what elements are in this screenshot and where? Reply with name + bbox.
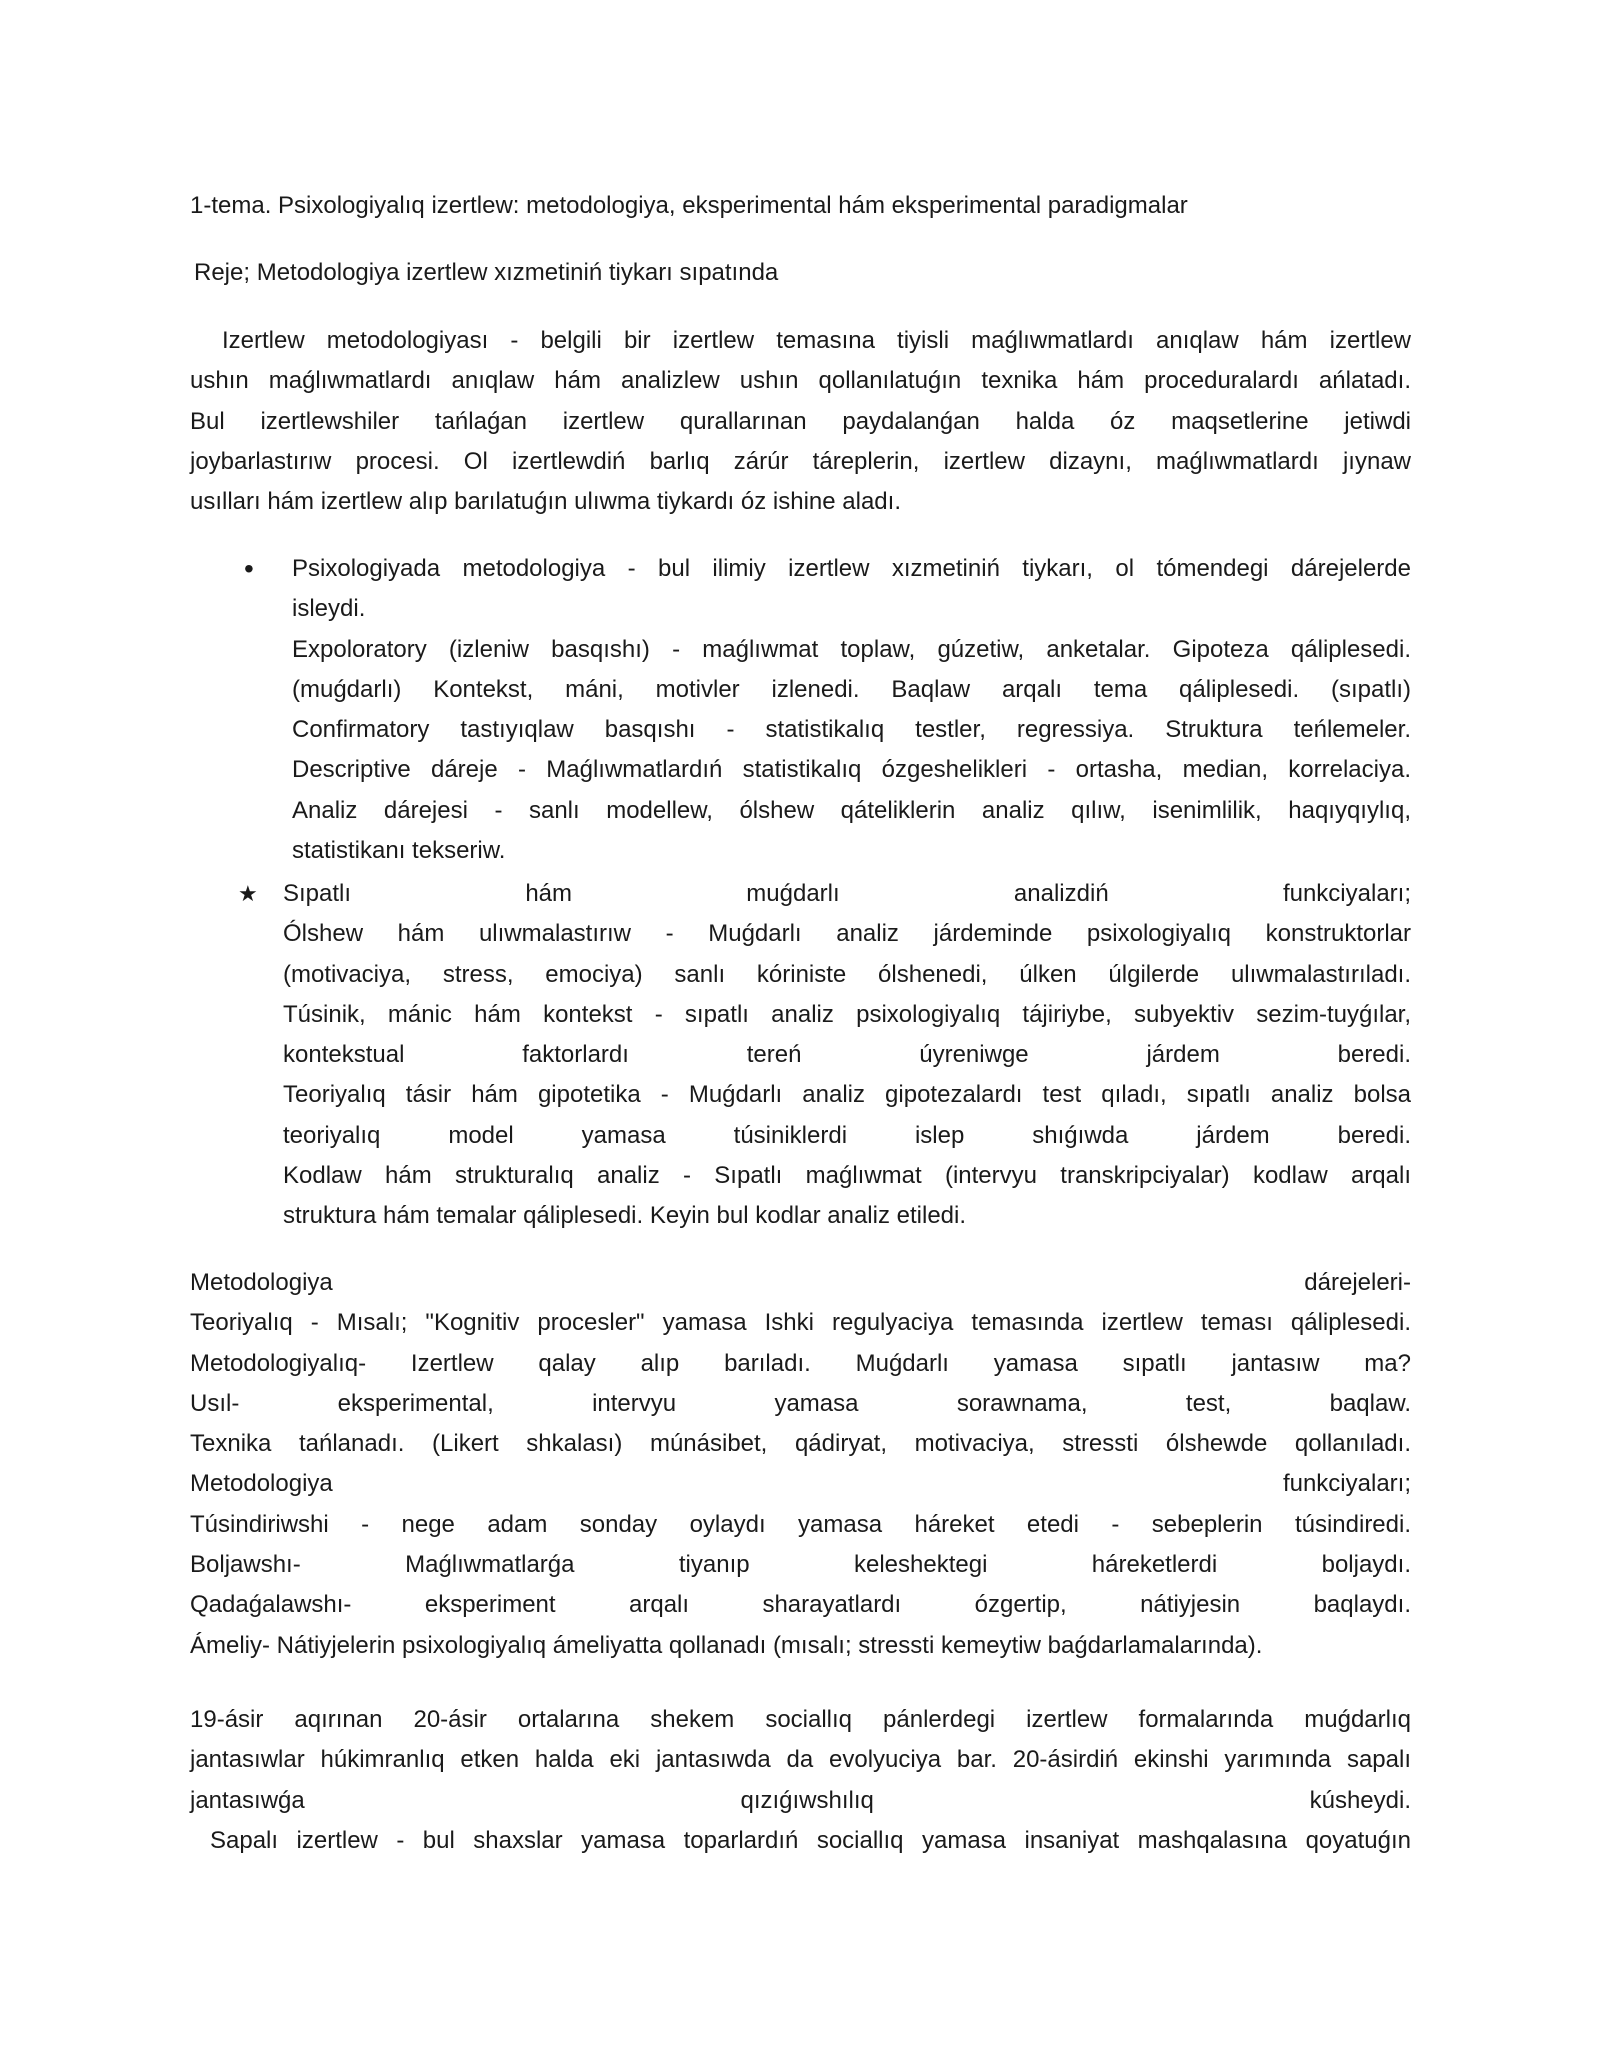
star-line: Túsinik, mánic hám kontekst - sıpatlı analiz psixologiyalıq tájiriybe, subyektiv sezim-tuyǵılar,	[283, 1000, 1411, 1028]
bullet-line: Analiz dárejesi - sanlı modellew, ólshew qáteliklerin analiz qılıw, isenimlilik, haqıyqıylıq,	[292, 796, 1411, 824]
method-line: Qadaǵalawshı- eksperiment arqalı sharayatlardı ózgertip, nátiyjesin baqlaydı.	[190, 1591, 1411, 1619]
method-line: Ámeliy- Nátiyjelerin psixologiyalıq ámeliyatta qollanadı (mısalı; stressti kemeytiw baǵdarlamalarında).	[190, 1631, 1263, 1659]
bullet-list-item	[292, 549, 1411, 871]
bullet-line: isleydi.	[292, 595, 366, 623]
paragraph-line: jantasıwlar húkimranlıq etken halda eki jantasıwda da evolyuciya bar. 20-ásirdiń ekinshi yarımında sapalı	[190, 1746, 1411, 1774]
bullet-line: Expoloratory (izleniw basqıshı) - maǵlıwmat toplaw, gúzetiw, anketalar. Gipoteza qáliplesedi.	[292, 635, 1411, 663]
bullet-line: Confirmatory tastıyıqlaw basqıshı - statistikalıq testler, regressiya. Struktura teńlemeler.	[292, 716, 1411, 744]
methodology-levels	[190, 1263, 1411, 1666]
method-line: Usıl- eksperimental, intervyu yamasa sorawnama, test, baqlaw.	[190, 1389, 1411, 1417]
method-line: Túsindiriwshi - nege adam sonday oylaydı yamasa háreket etedi - sebeplerin túsindiredi.	[190, 1510, 1411, 1538]
paragraph-line: Bul izertlewshiler tańlaǵan izertlew qurallarınan paydalanǵan halda óz maqsetlerine jetiwdi	[190, 407, 1411, 435]
method-line: Texnika tańlanadı. (Likert shkalası) múnásibet, qádiryat, motivaciya, stressti ólshewde qollanıladı.	[190, 1430, 1411, 1458]
star-line: Ólshew hám ulıwmalastırıw - Muǵdarlı analiz járdeminde psixologiyalıq konstruktorlar	[283, 920, 1411, 948]
bullet-line: (muǵdarlı) Kontekst, máni, motivler izlenedi. Baqlaw arqalı tema qáliplesedi. (sıpatlı)	[292, 675, 1411, 703]
paragraph-line: jantasıwǵa qızıǵıwshılıq kúsheydi.	[190, 1786, 1411, 1814]
method-line: Teoriyalıq - Mısalı; "Kognitiv procesler" yamasa Ishki regulyaciya temasında izertlew teması qáliplesedi.	[190, 1309, 1411, 1337]
star-line: struktura hám temalar qáliplesedi. Keyin bul kodlar analiz etiledi.	[283, 1202, 967, 1230]
star-line: (motivaciya, stress, emociya) sanlı kóriniste ólshenedi, úlken úlgilerde ulıwmalastırıladı.	[283, 960, 1411, 988]
star-line: kontekstual faktorlardı tereń úyreniwge járdem beredi.	[283, 1041, 1411, 1069]
bullet-line: Descriptive dáreje - Maǵlıwmatlardıń statistikalıq ózgeshelikleri - ortasha, median, korrelaciya.	[292, 756, 1411, 784]
star-line: Teoriyalıq tásir hám gipotetika - Muǵdarlı analiz gipotezalardı test qıladı, sıpatlı analiz bolsa	[283, 1081, 1411, 1109]
star-bullet-icon: ★	[238, 881, 258, 906]
star-line: teoriyalıq model yamasa túsiniklerdi islep shıǵıwda járdem beredi.	[283, 1121, 1411, 1149]
paragraph-line-text: 19-ásir aqırınan 20-ásir ortalarına shekem sociallıq pánlerdegi izertlew formalarında muǵdarlıq	[190, 1706, 1411, 1733]
paragraph-history	[190, 1700, 1411, 1861]
bullet-line: Psixologiyada metodologiya - bul ilimiy izertlew xızmetiniń tiykarı, ol tómendegi dárejelerde	[292, 555, 1411, 582]
star-list-item	[283, 874, 1411, 1237]
paragraph-intro	[190, 321, 1411, 522]
star-line: Kodlaw hám strukturalıq analiz - Sıpatlı maǵlıwmat (intervyu transkripciyalar) kodlaw arqalı	[283, 1162, 1411, 1190]
method-line: Metodologiyalıq- Izertlew qalay alıp barıladı. Muǵdarlı yamasa sıpatlı jantasıw ma?	[190, 1349, 1411, 1377]
method-line: Metodologiya funkciyaları;	[190, 1470, 1411, 1498]
paragraph-line: joybarlastırıw procesi. Ol izertlewdiń barlıq zárúr táreplerin, izertlew dizaynı, maǵlıwmatlardı jıynaw	[190, 447, 1411, 475]
paragraph-line	[190, 321, 1411, 361]
plan-heading: Reje; Metodologiya izertlew xızmetiniń tiykarı sıpatında	[194, 259, 779, 286]
paragraph-line-text: Izertlew metodologiyası - belgili bir izertlew temasına tiyisli maǵlıwmatlardı anıqlaw hám izertlew	[222, 327, 1411, 354]
star-line: Sıpatlı hám muǵdarlı analizdiń funkciyaları;	[283, 880, 1411, 907]
paragraph-line: ushın maǵlıwmatlardı anıqlaw hám analizlew ushın qollanılatuǵın texnika hám proceduralardı ańlatadı.	[190, 367, 1411, 395]
paragraph-line: usılları hám izertlew alıp barılatuǵın ulıwma tiykardı óz ishine aladı.	[190, 488, 901, 516]
bullet-dot-icon: •	[244, 553, 254, 584]
paragraph-line-text: Sapalı izertlew - bul shaxslar yamasa toparlardıń sociallıq yamasa insaniyat mashqalasına qoyatuǵın	[210, 1826, 1411, 1854]
method-line: Metodologiya dárejeleri-	[190, 1269, 1411, 1296]
paragraph-line	[190, 1821, 1411, 1861]
paragraph-line	[190, 1700, 1411, 1740]
document-title: 1-tema. Psixologiyalıq izertlew: metodologiya, eksperimental hám eksperimental paradigmalar	[190, 192, 1188, 219]
method-line: Boljawshı- Maǵlıwmatlarǵa tiyanıp keleshektegi háreketlerdi boljaydı.	[190, 1551, 1411, 1579]
bullet-line: statistikanı tekseriw.	[292, 837, 506, 865]
